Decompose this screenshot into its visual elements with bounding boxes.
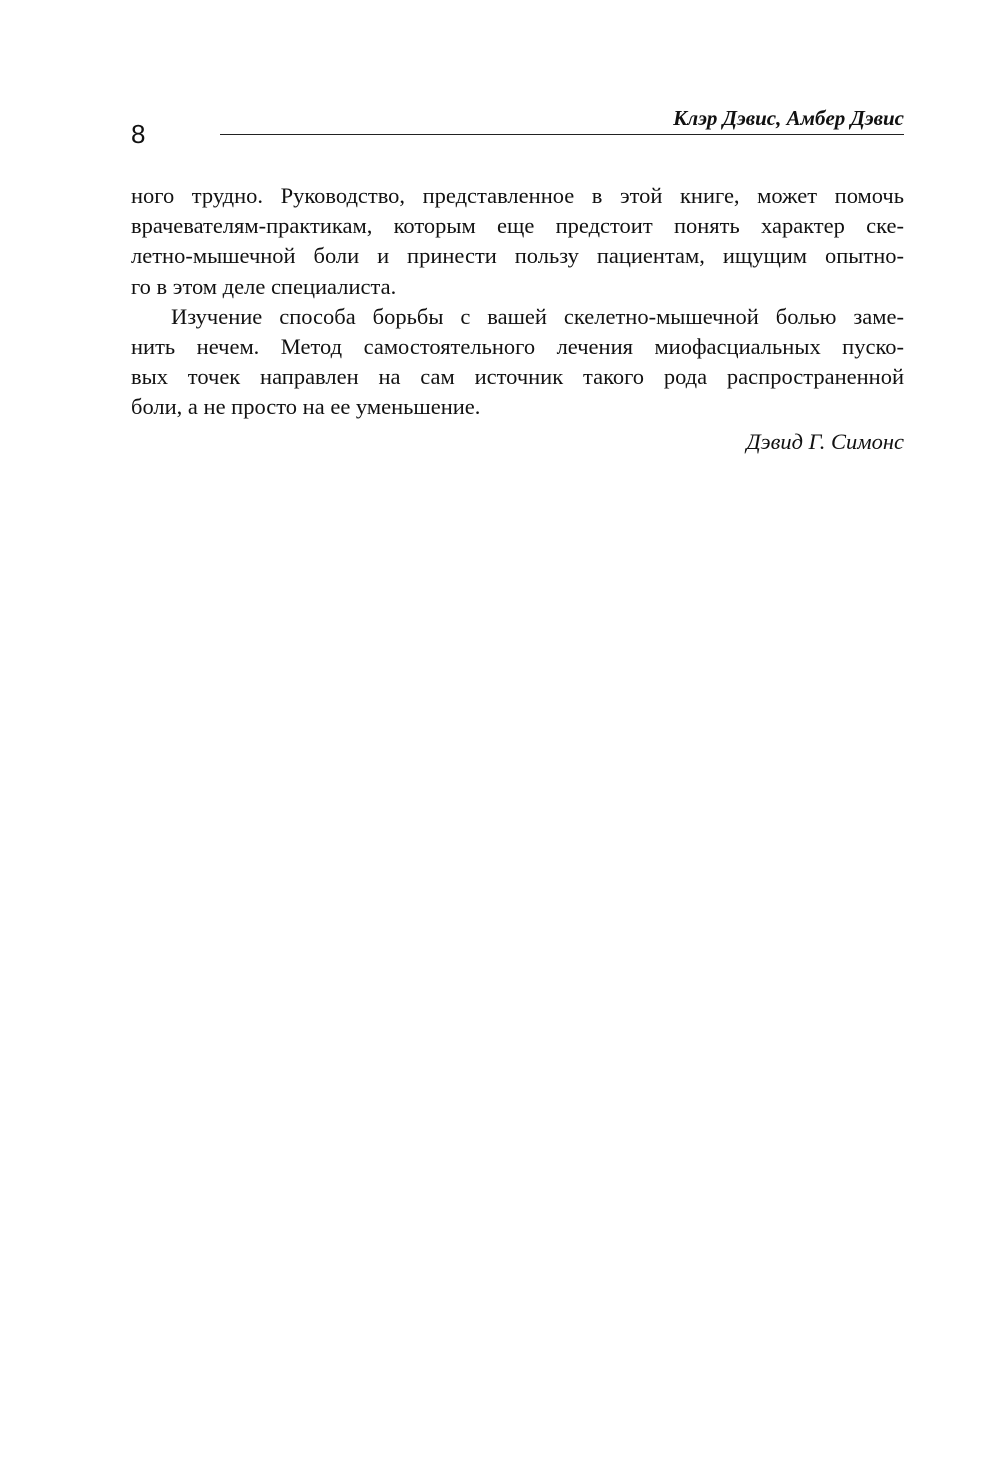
text-line: ного трудно. Руководство, представленное в этой книге, может помочь [131, 183, 904, 208]
paragraph [131, 181, 904, 302]
text-line: нить нечем. Метод самостоятельного лечения миофасциальных пуско- [131, 333, 904, 359]
body-text [131, 181, 904, 423]
header-rule [220, 134, 904, 135]
text-line: Изучение способа борьбы с вашей скелетно-мышечной болью заме- [171, 303, 904, 329]
paragraph [131, 302, 904, 423]
text-line: боли, а не просто на ее уменьшение. [131, 394, 481, 420]
text-line: го в этом деле специалиста. [131, 273, 397, 299]
text-line: вых точек направлен на сам источник такого рода распространенной [131, 364, 904, 390]
text-line: летно-мышечной боли и принести пользу пациентам, ищущим опытно- [131, 243, 904, 269]
signature: Дэвид Г. Симонс [746, 429, 904, 454]
text-line: врачевателям-практикам, которым еще предстоит понять характер ске- [131, 213, 904, 239]
page-number: 8 [131, 119, 146, 149]
running-head: Клэр Дэвис, Амбер Дэвис [673, 106, 904, 130]
